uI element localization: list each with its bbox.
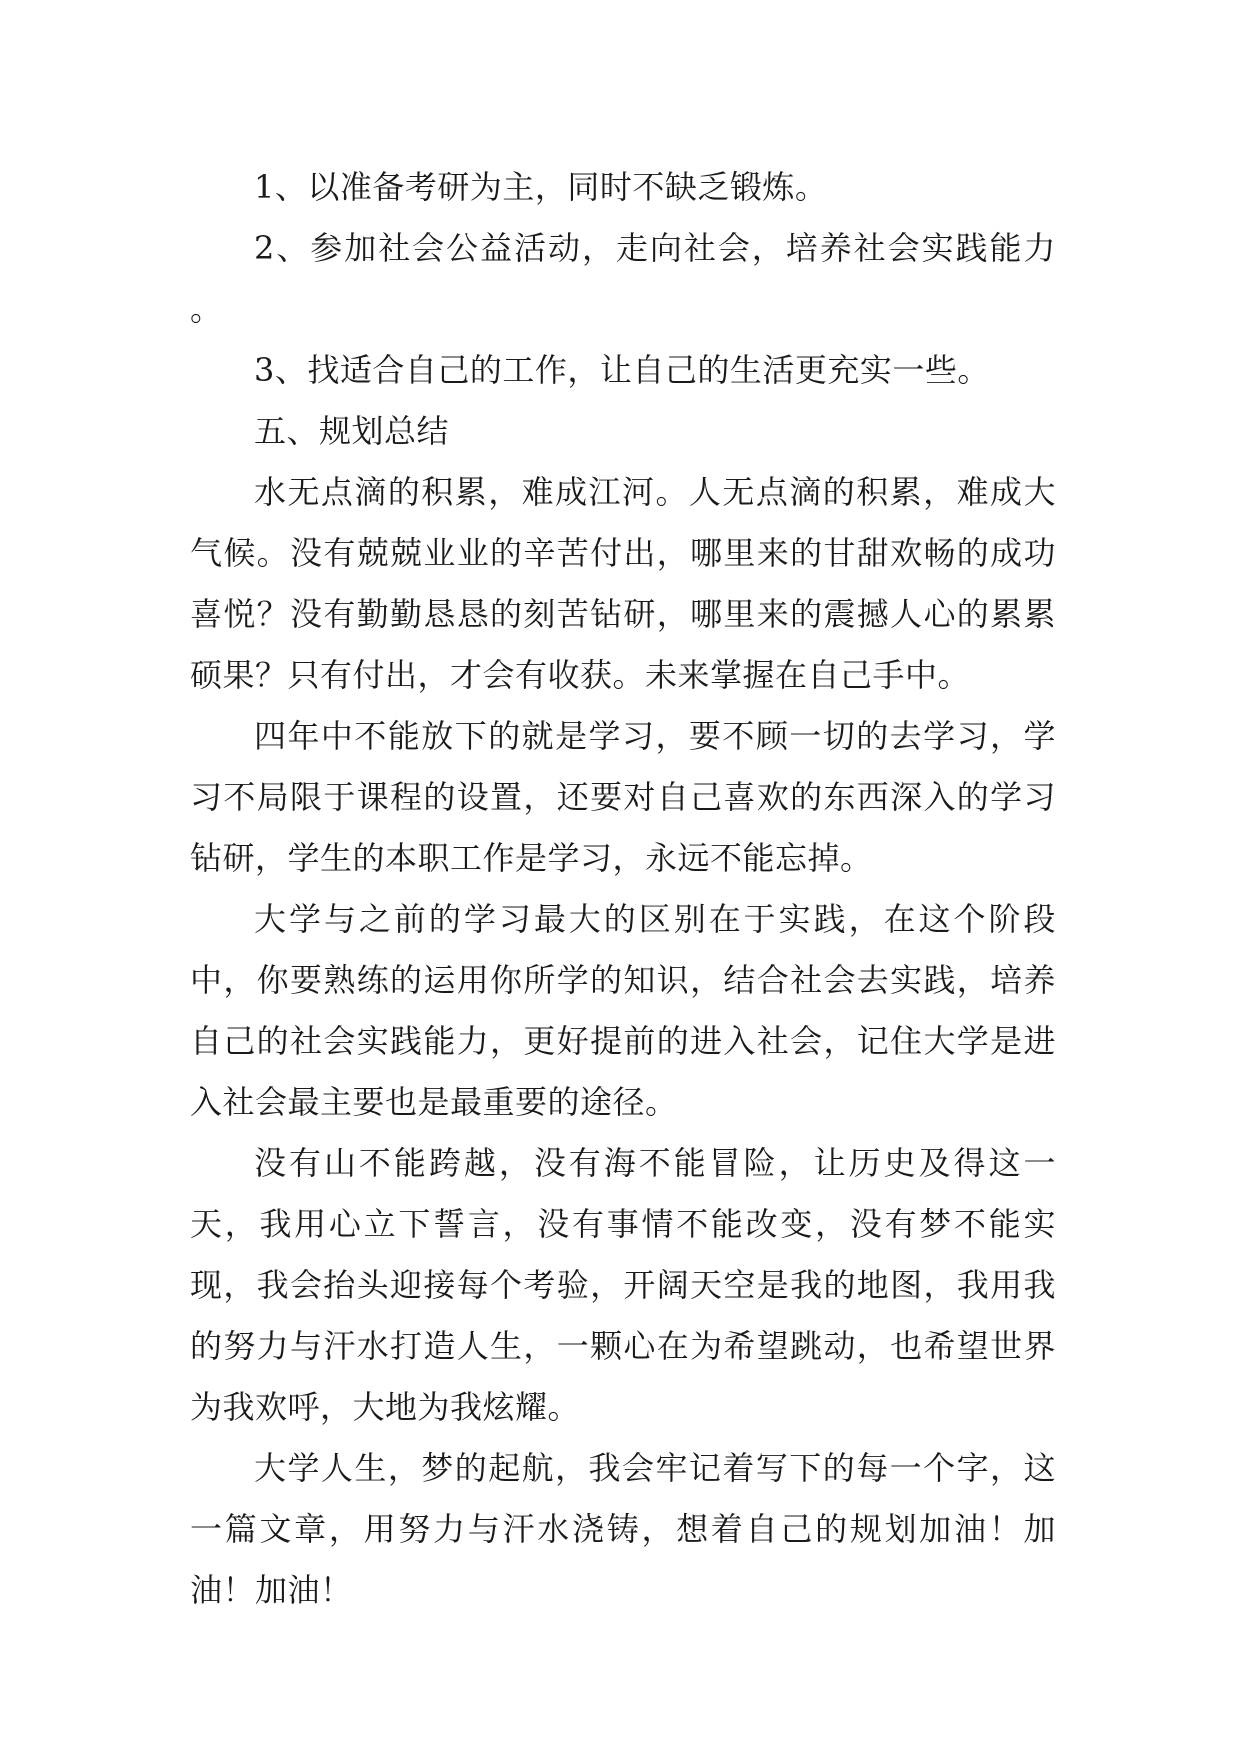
list-item-1: 1、以准备考研为主，同时不缺乏锻炼。 [254,168,828,206]
paragraph-closing: 大学人生，梦的起航，我会牢记着写下的每一个字，这一篇文章，用努力与汗水浇铸，想着自己的规划加油！加油！加油！ [190,1449,1056,1609]
document-body [190,157,1056,1621]
paragraph-study: 四年中不能放下的就是学习，要不顾一切的去学习，学习不局限于课程的设置，还要对自己喜欢的东西深入的学习钻研，学生的本职工作是学习，永远不能忘掉。 [190,717,1056,877]
paragraph-accumulation: 水无点滴的积累，难成江河。人无点滴的积累，难成大气候。没有兢兢业业的辛苦付出，哪里来的甘甜欢畅的成功喜悦？没有勤勤恳恳的刻苦钻研，哪里来的震撼人心的累累硕果？只有付出，才会有收获。未来掌握在自己手中。 [190,473,1056,694]
section-heading: 五、规划总结 [254,412,450,450]
list-item-3: 3、找适合自己的工作，让自己的生活更充实一些。 [254,351,990,389]
list-item-2: 2、参加社会公益活动，走向社会，培养社会实践能力 。 [190,229,1056,328]
paragraph-vow: 没有山不能跨越，没有海不能冒险，让历史及得这一天，我用心立下誓言，没有事情不能改变，没有梦不能实现，我会抬头迎接每个考验，开阔天空是我的地图，我用我的努力与汗水打造人生，一颗心在为希望跳动，也希望世界为我欢呼，大地为我炫耀。 [190,1144,1056,1426]
paragraph-practice: 大学与之前的学习最大的区别在于实践，在这个阶段中，你要熟练的运用你所学的知识，结合社会去实践，培养自己的社会实践能力，更好提前的进入社会，记住大学是进入社会最主要也是最重要的途径。 [190,900,1056,1121]
